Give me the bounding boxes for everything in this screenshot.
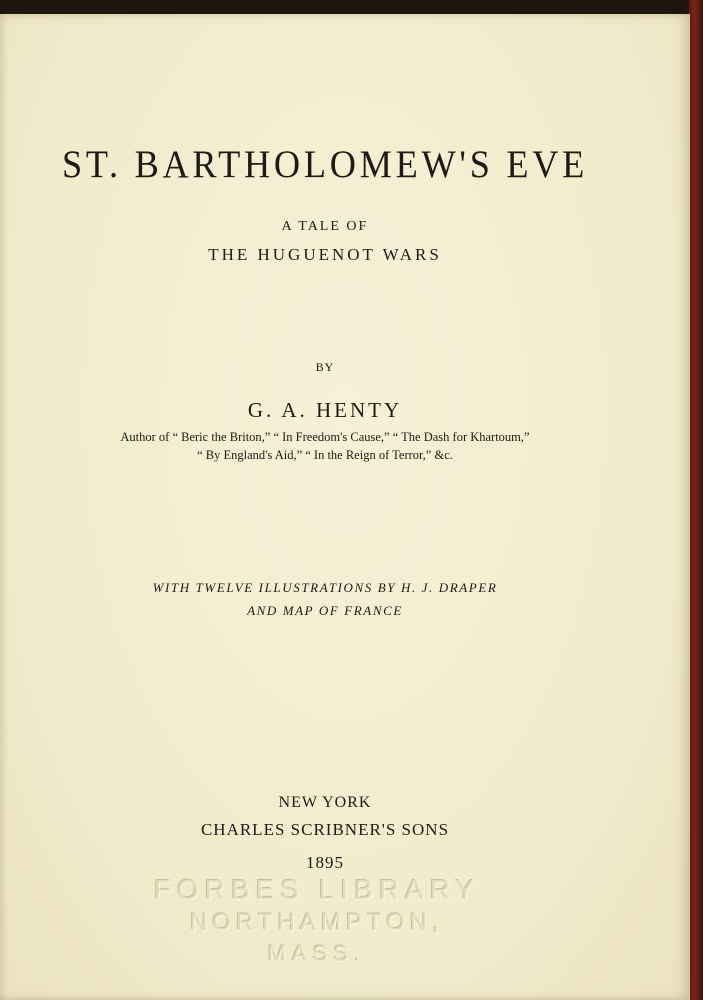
subtitle-line-2: THE HUGUENOT WARS — [208, 245, 442, 264]
author-name: G. A. HENTY — [247, 398, 403, 422]
by-label: BY — [315, 360, 335, 374]
illustrations-line-1: WITH TWELVE ILLUSTRATIONS BY H. J. DRAPER — [152, 580, 498, 595]
publisher-name: CHARLES SCRIBNER'S SONS — [200, 820, 450, 839]
book-title: ST. BARTHOLOMEW'S EVE — [61, 143, 589, 186]
subtitle-line-1: A TALE OF — [281, 219, 369, 234]
title-page — [0, 14, 690, 1000]
book-binding-edge — [689, 0, 703, 1000]
illustrations-line-2: AND MAP OF FRANCE — [247, 603, 403, 618]
library-stamp-line-1: FORBES LIBRARY — [153, 874, 481, 905]
other-works-line-1: Author of “ Beric the Briton,” “ In Freedom's Cause,” “ The Dash for Khartoum,” — [120, 430, 530, 444]
publication-year: 1895 — [306, 853, 344, 872]
library-stamp-line-3: MASS. — [267, 941, 367, 966]
other-works-line-2: “ By England's Aid,” “ In the Reign of Terror,” &c. — [197, 448, 453, 462]
library-stamp-line-2: NORTHAMPTON, — [190, 909, 444, 936]
publisher-city: NEW YORK — [278, 794, 372, 811]
